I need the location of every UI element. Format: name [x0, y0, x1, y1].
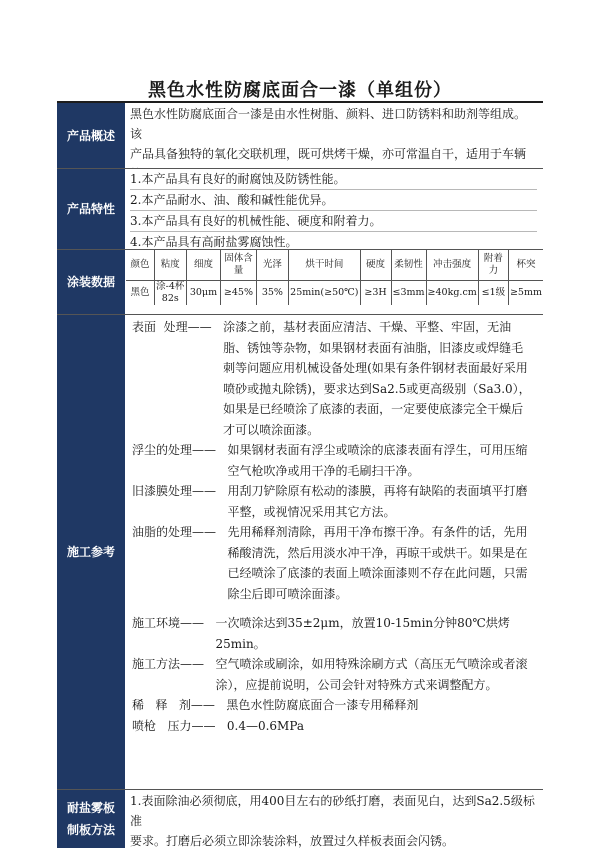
construction-item	[132, 613, 535, 654]
header-cell: 附着力	[478, 250, 508, 280]
construction-content	[126, 315, 543, 789]
item-key: 稀 释 剂——	[132, 698, 227, 712]
item-key: 油脂的处理——	[132, 525, 228, 539]
header-cell: 冲击强度	[426, 250, 478, 280]
item-text: 用刮刀铲除原有松动的漆膜，再将有缺陷的表面填平打磨平整，或视情况采用其它方法。	[227, 484, 528, 519]
item-text: 空气喷涂或刷涂，如用特殊涂刷方式（高压无气喷涂或者滚涂），应提前说明，公司会针对特殊方式来调整配方。	[215, 657, 528, 692]
item-text: 一次喷涂达到35±2μm，放置10-15min分钟80℃烘烤25min。	[215, 616, 510, 651]
coating-header-row	[126, 250, 543, 280]
item-text: 涂漆之前，基材表面应清洁、干燥、平整、牢固，无油脂、锈蚀等杂物，如果钢材表面有油脂，旧漆皮或焊缝毛刺等问题应用机械设备处理(如果有条件钢材表面最好采用喷砂或抛丸除锈)，要求达到Sa2.5或更高级别（Sa3.0），如果是已经喷涂了底漆的表面，一定要使底漆完全干燥后才可以喷涂面漆。	[223, 320, 531, 437]
item-text: 如果钢材表面有浮尘或喷涂的底漆表面有浮生，可用压缩空气枪吹净或用干净的毛刷扫干净。	[227, 443, 528, 478]
item-text: 先用稀释剂清除，再用干净布擦干净。有条件的话，先用稀酸清洗，然后用淡水冲干净，再晾干或烘干。如果是在已经喷涂了底漆的表面上喷涂面漆则不存在此问题，只需除尘后即可喷涂面漆。	[227, 525, 528, 601]
salt-spray-row	[57, 790, 543, 848]
feature-item: 1.本产品具有良好的耐腐蚀及防锈性能。	[130, 169, 537, 190]
construction-item	[132, 654, 535, 695]
salt-spray-line: 要求。打磨后必须立即涂装涂料，放置过久样板表面会闪锈。	[130, 831, 537, 848]
header-cell: 粘度	[154, 250, 186, 280]
overview-row	[57, 103, 543, 169]
header-cell: 烘干时间	[289, 250, 360, 280]
construction-item	[132, 440, 535, 481]
overview-content	[126, 103, 543, 168]
feature-item: 4.本产品具有高耐盐雾腐蚀性。	[130, 235, 298, 249]
construction-item	[132, 317, 535, 440]
salt-spray-content	[126, 790, 543, 848]
value-cell: 涂-4杯82s	[156, 280, 185, 304]
item-key: 旧漆膜处理——	[132, 484, 228, 498]
item-key: 浮尘的处理——	[132, 443, 228, 457]
salt-spray-label-line: 耐盐雾板	[66, 801, 115, 815]
value-cell: ≤1级	[478, 280, 508, 305]
construction-row	[57, 315, 543, 790]
overview-label: 产品概述	[57, 103, 125, 168]
item-text: 黑色水性防腐底面合一漆专用稀释剂	[226, 698, 419, 712]
value-cell: ≥5mm	[508, 280, 543, 305]
spacer	[132, 604, 535, 613]
value-cell: ≥3H	[360, 280, 391, 305]
value-cell: 25min(≥50℃)	[289, 280, 360, 305]
feature-item: 3.本产品具有良好的机械性能、硬度和附着力。	[130, 211, 537, 232]
features-content	[126, 169, 543, 249]
item-key: 表面 处理——	[132, 320, 224, 334]
item-key: 施工方法——	[132, 657, 216, 671]
construction-label: 施工参考	[57, 315, 125, 789]
coating-data-row	[57, 250, 543, 315]
coating-data-table	[126, 250, 543, 305]
value-cell: 黑色	[126, 280, 154, 305]
value-cell: ≥45%	[221, 280, 256, 305]
value-cell: 35%	[256, 280, 289, 305]
header-cell: 细度	[186, 250, 221, 280]
overview-line: 产品具备独特的氧化交联机理，既可烘烤干燥，亦可常温自干，适用于车辆	[130, 147, 527, 161]
features-row	[57, 169, 543, 250]
features-label: 产品特性	[57, 169, 125, 249]
coating-value-row	[126, 280, 543, 305]
value-cell: 30μm	[186, 280, 221, 305]
item-key: 施工环境——	[132, 616, 216, 630]
construction-item	[132, 522, 535, 604]
header-cell: 柔韧性	[391, 250, 426, 280]
header-cell: 固体含量	[221, 250, 256, 280]
salt-spray-label-line: 制板方法	[66, 823, 115, 837]
value-cell: ≤3mm	[391, 280, 426, 305]
construction-item	[132, 695, 535, 716]
header-cell: 光泽	[256, 250, 289, 280]
product-datasheet-table	[57, 101, 543, 848]
header-cell: 硬度	[360, 250, 391, 280]
salt-spray-line: 1.表面除油必须彻底，用400目左右的砂纸打磨，表面见白，达到Sa2.5级标准	[130, 794, 535, 828]
page-title: 黑色水性防腐底面合一漆（单组份）	[148, 80, 452, 101]
construction-item	[132, 481, 535, 522]
item-key: 喷枪 压力——	[132, 718, 227, 733]
coating-data-label: 涂装数据	[57, 250, 125, 314]
item-text: 0.4—0.6MPa	[226, 718, 305, 733]
salt-spray-label	[57, 790, 125, 848]
overview-line: 黑色水性防腐底面合一漆是由水性树脂、颜料、进口防锈料和助剂等组成。该	[130, 107, 527, 141]
header-cell: 颜色	[126, 250, 154, 280]
feature-item: 2.本产品耐水、油、酸和碱性能优异。	[130, 190, 537, 211]
construction-item	[132, 716, 535, 737]
header-cell: 杯突	[508, 250, 543, 280]
value-cell: ≥40kg.cm	[426, 280, 478, 305]
